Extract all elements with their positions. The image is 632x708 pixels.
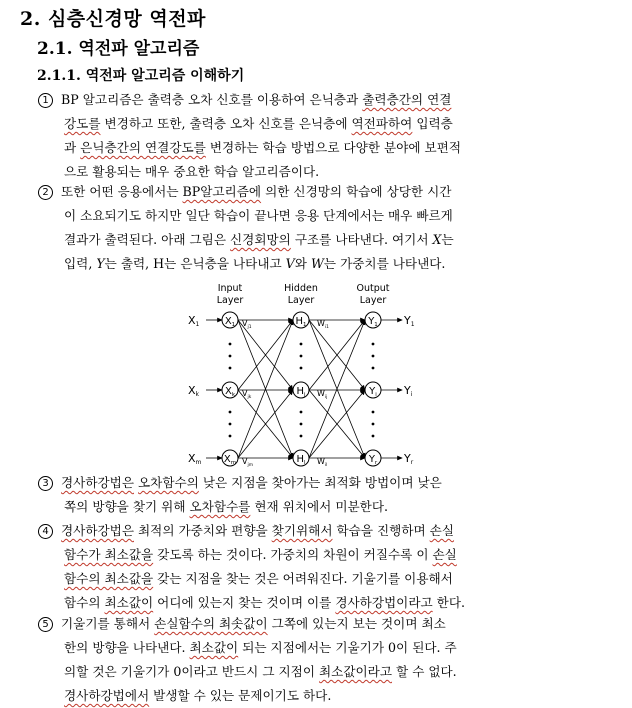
layer-title: Layer <box>359 295 387 306</box>
math-var: Y <box>96 256 105 271</box>
spell-marked-text: BP알고리즘에 <box>182 184 262 199</box>
spell-marked-text: 최소값이 <box>104 595 154 610</box>
spell-marked-text: 손실 <box>432 547 457 562</box>
ellipsis-dot <box>372 367 375 370</box>
spell-marked-text: 최소값이 <box>189 640 239 655</box>
subsection-heading: 2.1. 역전파 알고리즘 <box>37 39 200 59</box>
text: 이 소요되기도 하지만 일단 학습이 끝나면 응용 단계에서는 매우 빠르게 <box>64 208 453 223</box>
ellipsis-dot <box>300 343 303 346</box>
output-label: Y1 <box>404 314 415 328</box>
math-var: X <box>432 232 442 247</box>
spell-marked-text: 은닉층간의 연결강도를 <box>80 140 206 155</box>
spell-marked-text: 역전파하여 <box>351 116 413 131</box>
text: 최적의 가중치와 편향을 <box>134 523 272 538</box>
neuron-label: $Y_1$ <box>368 316 378 328</box>
layer-title: Layer <box>287 295 315 306</box>
text: 입력, <box>64 256 97 271</box>
neuron-label: $H_j$ <box>296 386 306 398</box>
text: 는 <box>441 232 454 247</box>
output-label: Yi <box>404 384 413 398</box>
layer-title: Hidden <box>284 283 318 294</box>
spell-marked-text: 출력층간의 연결 <box>362 92 452 107</box>
ellipsis-dot <box>229 343 232 346</box>
spell-marked-text: 최소값이라고 <box>319 664 393 679</box>
weight-label-w: $W_{il}$ <box>317 457 328 468</box>
text: 한다. <box>432 595 466 610</box>
text: 쪽의 방향을 찾기 위해 <box>64 499 190 514</box>
text: 한의 방향을 나타낸다. <box>64 640 190 655</box>
input-label: Xk <box>188 384 200 398</box>
text: 변경하는 학습 방법으로 다양한 분야에 보편적 <box>205 140 462 155</box>
text: 어디에 있는지 찾는 것이며 이를 <box>153 595 336 610</box>
spell-marked-text: 경사하강법은 <box>61 523 134 538</box>
weight-label-v: $V_{jm}$ <box>242 457 253 468</box>
text: 발생할 수 있는 문제이기도 하다. <box>149 688 332 703</box>
spell-marked-text: 손실함수의 최솟값이 <box>154 616 268 631</box>
weight-label-v: $V_{j1}$ <box>242 319 252 330</box>
spell-marked-text: 경사하강법에서 <box>64 688 150 703</box>
text: 의할 것은 기울기가 0이라고 반드시 그 지점이 <box>64 664 320 679</box>
weight-label-w: $W_{ij}$ <box>317 389 328 400</box>
spell-marked-text: 강도를 <box>64 116 101 131</box>
item-number-2: 2 <box>38 185 53 200</box>
ellipsis-dot <box>229 411 232 414</box>
text: 그쪽에 있는지 보는 것이며 최소 <box>267 616 446 631</box>
paragraph-2 <box>38 180 578 276</box>
spell-marked-text: 오차함수의 <box>138 475 199 490</box>
math-var: W <box>310 256 324 271</box>
math-var: V <box>285 256 295 271</box>
text: 기울기를 통해서 <box>61 616 155 631</box>
spell-marked-text: 경사하강법은 <box>61 475 134 490</box>
text: 구조를 나타낸다. 여기서 <box>290 232 433 247</box>
text: 는 출력, H는 은닉층을 나타내고 <box>104 256 286 271</box>
text: 는 가중치를 나타낸다. <box>323 256 446 271</box>
neuron-label: $H_1$ <box>295 316 307 328</box>
ellipsis-dot <box>300 435 303 438</box>
text: 의한 신경망의 학습에 상당한 시간 <box>261 184 452 199</box>
text: 입력층 <box>412 116 453 131</box>
spell-marked-text: 신경회망의 <box>230 232 291 247</box>
text: 또한 어떤 응용에서는 <box>61 184 183 199</box>
ellipsis-dot <box>229 435 232 438</box>
ellipsis-dot <box>229 355 232 358</box>
layer-title: Layer <box>216 295 244 306</box>
neuron-label: $X_k$ <box>224 386 236 398</box>
neural-network-figure <box>180 280 440 470</box>
spell-marked-text: 오차함수를 <box>189 499 251 514</box>
text: 과 <box>64 140 81 155</box>
item-number-3: 3 <box>38 476 53 491</box>
ellipsis-dot <box>372 355 375 358</box>
ellipsis-dot <box>300 411 303 414</box>
output-label: Yr <box>404 452 414 466</box>
layer-title: Input <box>217 283 243 294</box>
input-label: Xm <box>188 452 202 466</box>
neuron-label: $X_1$ <box>224 316 236 328</box>
ellipsis-dot <box>300 367 303 370</box>
weight-label-v: $V_{jk}$ <box>242 389 252 400</box>
text: 결과가 출력된다. 아래 그림은 <box>64 232 231 247</box>
neuron-label: $Y_r$ <box>368 454 378 466</box>
paragraph-3 <box>38 471 578 519</box>
ellipsis-dot <box>372 411 375 414</box>
item-number-1: 1 <box>38 93 53 108</box>
paragraph-4 <box>38 519 578 615</box>
spell-marked-text: 찾기위해서 <box>271 523 333 538</box>
ellipsis-dot <box>229 367 232 370</box>
paragraph-1 <box>38 88 578 184</box>
spell-marked-text: 함수의 최소값을 <box>64 571 154 586</box>
ellipsis-dot <box>300 423 303 426</box>
text: 되는 지점에서는 기울기가 0이 된다. 주 <box>238 640 457 655</box>
text: 할 수 없다. <box>392 664 457 679</box>
text: 학습을 진행하며 <box>332 523 430 538</box>
ellipsis-dot <box>300 355 303 358</box>
neuron-label: $H_l$ <box>296 454 306 466</box>
paragraph-5 <box>38 612 578 708</box>
item-number-5: 5 <box>38 617 53 632</box>
subsubsection-heading: 2.1.1. 역전파 알고리즘 이해하기 <box>37 68 245 84</box>
text: 함수의 <box>64 595 105 610</box>
spell-marked-text: 손실 <box>429 523 455 538</box>
neuron-label: $X_m$ <box>223 454 237 466</box>
ellipsis-dot <box>372 423 375 426</box>
text: 갖도록 하는 것이다. 가중치의 차원이 커질수록 이 <box>153 547 433 562</box>
text: 갖는 지점을 찾는 것은 어려워진다. 기울기를 이용해서 <box>153 571 453 586</box>
ellipsis-dot <box>372 343 375 346</box>
spell-marked-text: 함수가 최소값을 <box>64 547 154 562</box>
text: 으로 활용되는 매우 중요한 학습 알고리즘이다. <box>64 164 320 179</box>
ellipsis-dot <box>229 423 232 426</box>
ellipsis-dot <box>372 435 375 438</box>
text: BP 알고리즘은 출력층 오차 신호를 이용하여 은닉층과 <box>61 92 363 107</box>
input-label: X1 <box>188 314 200 328</box>
weight-label-w: $W_{i1}$ <box>317 319 329 330</box>
layer-title: Output <box>356 283 390 294</box>
spell-marked-text: 경사하강법이라고 <box>335 595 433 610</box>
text: 와 <box>294 256 311 271</box>
text: 변경하고 또한, 출력층 오차 신호를 은닉층에 <box>100 116 352 131</box>
text: 현재 위치에서 미분한다. <box>250 499 389 514</box>
text: 낮은 지점을 찾아가는 최적화 방법이며 낮은 <box>198 475 442 490</box>
item-number-4: 4 <box>38 524 53 539</box>
section-heading: 2. 심층신경망 역전파 <box>20 8 206 30</box>
neuron-label: $Y_i$ <box>369 386 377 398</box>
